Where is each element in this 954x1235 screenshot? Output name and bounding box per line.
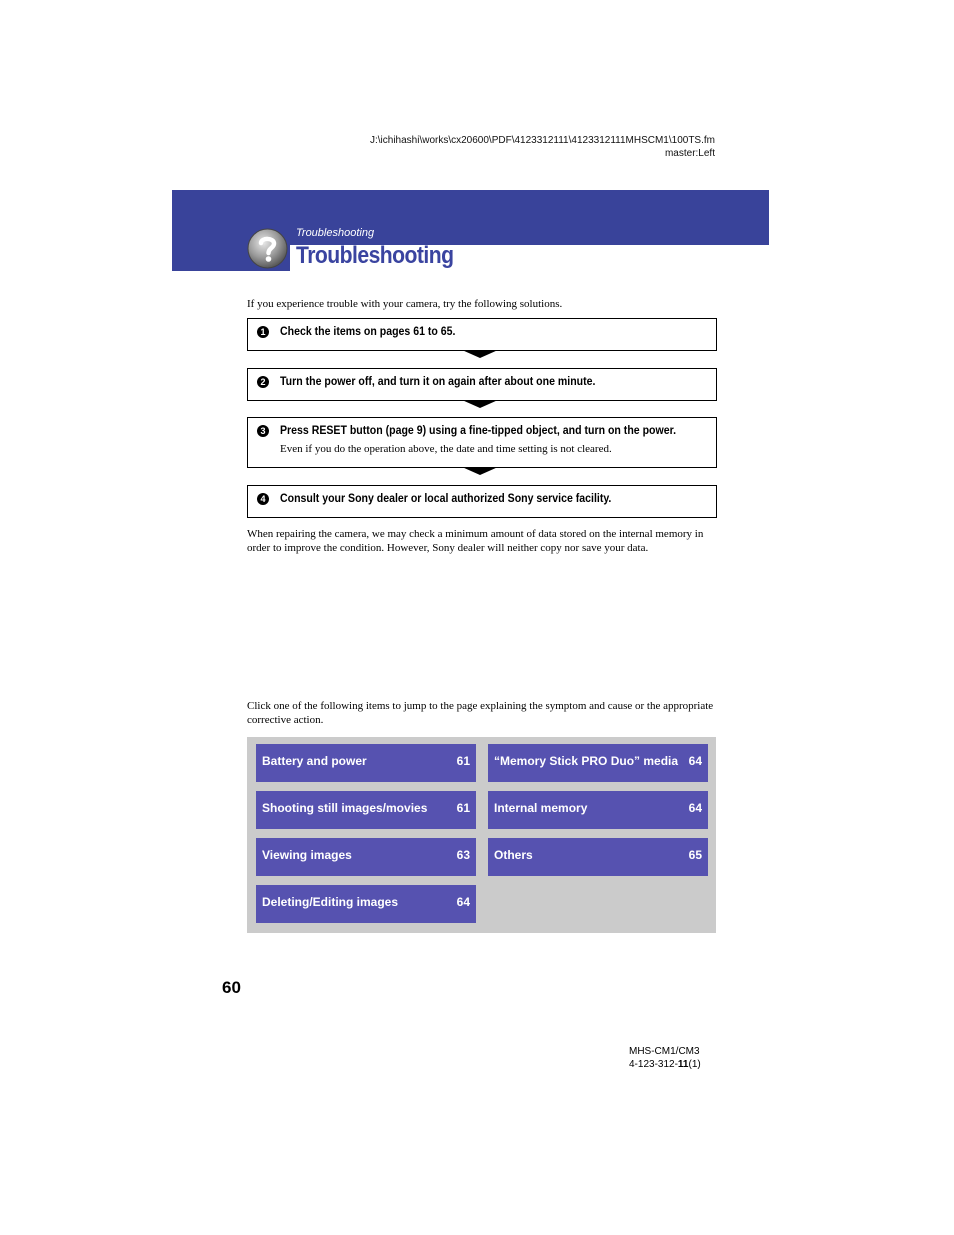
link-viewing-images[interactable] — [256, 838, 476, 876]
link-label: Viewing images — [262, 848, 352, 862]
step-note: Even if you do the operation above, the date and time setting is not cleared. — [280, 443, 612, 455]
link-page: 64 — [688, 754, 702, 768]
question-mark-icon — [247, 228, 288, 269]
file-path-header — [370, 134, 715, 160]
step-number: 4 — [257, 493, 269, 505]
model-code — [629, 1058, 701, 1071]
link-page: 61 — [456, 754, 470, 768]
link-others[interactable] — [488, 838, 708, 876]
link-memory-stick-media[interactable] — [488, 744, 708, 782]
step-text: Check the items on pages 61 to 65. — [280, 324, 456, 338]
link-page: 61 — [456, 801, 470, 815]
step-number: 3 — [257, 425, 269, 437]
link-label: “Memory Stick PRO Duo” media — [494, 754, 679, 768]
step-1 — [247, 318, 717, 351]
link-label: Deleting/Editing images — [262, 895, 399, 909]
model-code-suffix: (1) — [688, 1059, 701, 1070]
model-name: MHS-CM1/CM3 — [629, 1046, 700, 1057]
repair-note: When repairing the camera, we may check a minimum amount of data stored on the internal memory in order to improve the condition. However, Sony dealer will neither copy nor save your data. — [247, 528, 704, 554]
link-battery-and-power[interactable] — [256, 744, 476, 782]
link-label: Shooting still images/movies — [262, 801, 428, 815]
model-code-prefix: 4-123-312- — [629, 1059, 678, 1070]
step-text: Turn the power off, and turn it on again after about one minute. — [280, 374, 596, 388]
model-code-bold: 11 — [677, 1059, 689, 1070]
click-instructions: Click one of the following items to jump to the page explaining the symptom and cause or the appropriate corrective action. — [247, 700, 714, 726]
link-internal-memory[interactable] — [488, 791, 708, 829]
page-title: Troubleshooting — [296, 242, 454, 269]
link-label: Internal memory — [494, 801, 588, 815]
symptom-link-grid — [247, 737, 716, 933]
step-number: 2 — [257, 376, 269, 388]
section-label: Troubleshooting — [296, 227, 375, 239]
step-3 — [247, 417, 717, 468]
link-page: 65 — [688, 848, 702, 862]
intro-text: If you experience trouble with your camera, try the following solutions. — [247, 298, 563, 310]
link-deleting-editing-images[interactable] — [256, 885, 476, 923]
model-info — [629, 1045, 701, 1071]
down-arrow-icon — [462, 467, 498, 475]
link-shooting-still-images[interactable] — [256, 791, 476, 829]
master-page-label: master:Left — [664, 148, 715, 159]
step-4 — [247, 485, 717, 518]
link-page: 63 — [456, 848, 470, 862]
link-page: 64 — [456, 895, 470, 909]
link-page: 64 — [688, 801, 702, 815]
link-label: Battery and power — [262, 754, 367, 768]
link-label: Others — [494, 848, 533, 862]
page-number: 60 — [222, 978, 241, 997]
file-path: J:\ichihashi\works\cx20600\PDF\4123312111\4123312111MHSCM1\100TS.fm — [369, 135, 715, 146]
step-text: Press RESET button (page 9) using a fine-tipped object, and turn on the power. — [280, 423, 677, 437]
step-text: Consult your Sony dealer or local authorized Sony service facility. — [280, 491, 612, 505]
step-number: 1 — [257, 326, 269, 338]
down-arrow-icon — [462, 400, 498, 408]
step-2 — [247, 368, 717, 401]
down-arrow-icon — [462, 350, 498, 358]
